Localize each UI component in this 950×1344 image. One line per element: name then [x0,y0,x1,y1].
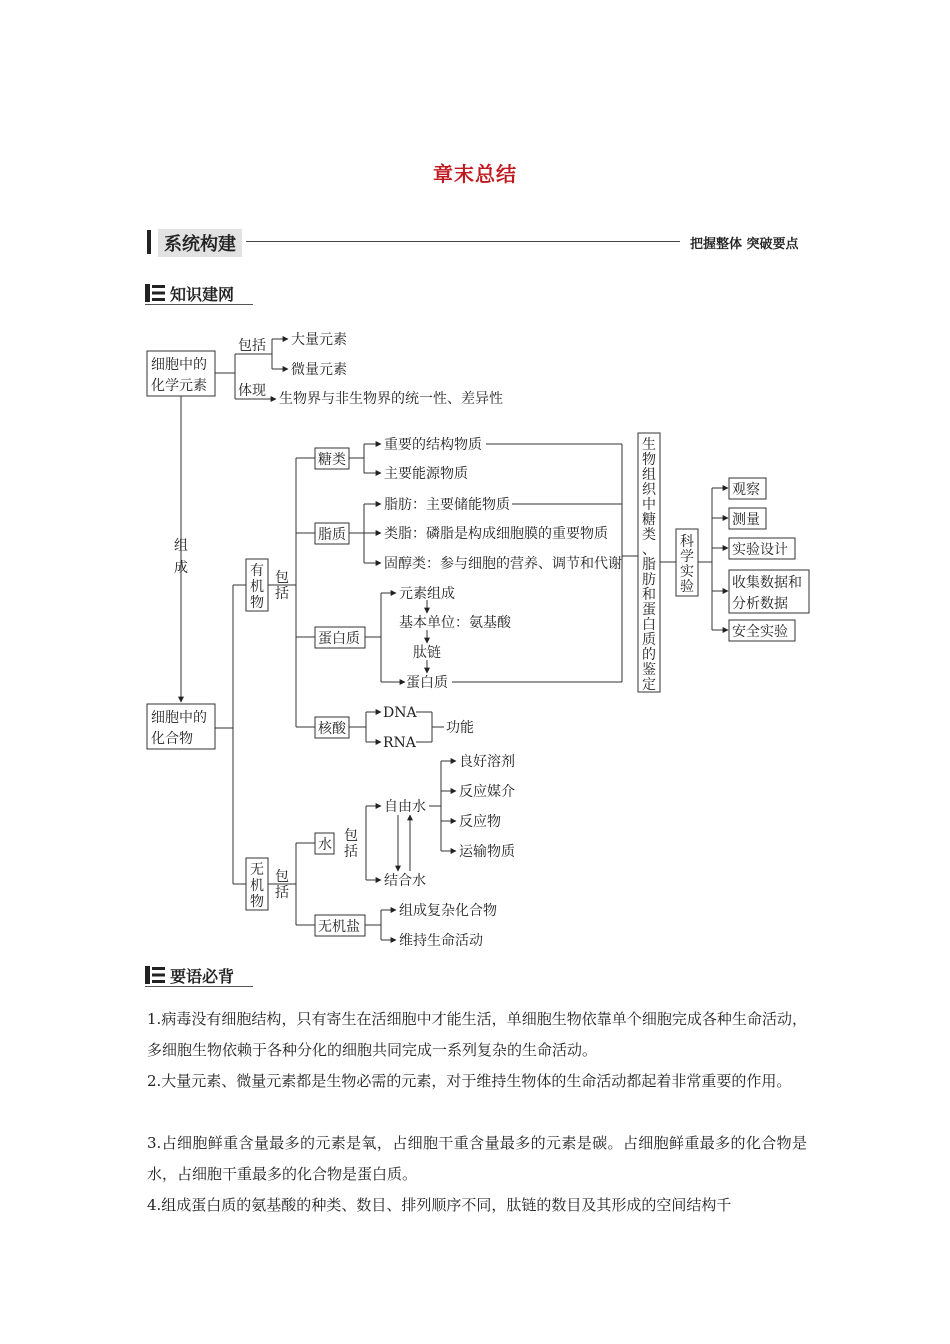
inorganic-char-2: 机 [250,878,264,894]
free-water-item-1: 良好溶剂 [459,754,515,770]
identify-char-4: 织 [642,482,656,498]
subhead-network: 知识建网 [170,285,235,304]
subhead-key-points: 要语必背 [170,967,235,986]
salt-item-2: 维持生命活动 [399,933,483,949]
macro-elements: 大量元素 [291,332,347,348]
compounds-box-line-2: 化合物 [151,731,193,747]
water-label: 水 [318,837,332,853]
section-bar [147,230,151,254]
protein-chain-4: 蛋白质 [406,675,448,691]
organic-char-2: 机 [250,579,264,595]
identify-char-13: 白 [642,617,656,633]
paragraph-4: 4.组成蛋白质的氨基酸的种类、数目、排列顺序不同，肽链的数目及其形成的空间结构千 [147,1196,732,1214]
water-baokuo-1: 包 [344,828,358,844]
identify-char-15: 的 [642,647,656,663]
paragraph-3: 3.占细胞鲜重含量最多的元素是氧，占细胞干重含量最多的元素是碳。占细胞鲜重最多的化合物是水，占细胞干重最多的化合物是蛋白质。 [147,1134,807,1183]
salt-label: 无机盐 [318,919,360,935]
salt-item-1: 组成复杂化合物 [399,903,497,919]
inorganic-baokuo-1: 包 [275,869,289,885]
identify-char-7: 类 [642,527,656,543]
organic-baokuo-2: 括 [275,586,289,602]
function-label: 功能 [446,720,474,736]
list-icon [145,966,165,984]
unity-text: 生物界与非生物界的统一性、差异性 [279,391,503,407]
free-water: 自由水 [384,799,426,815]
lipid-item-1: 脂肪：主要储能物质 [384,497,510,513]
identify-char-12: 蛋 [642,602,656,618]
bound-water: 结合水 [384,873,426,889]
exp-item-6: 安全实验 [732,624,788,640]
elements-box-line-1: 细胞中的 [151,357,207,373]
identify-char-17: 定 [642,677,656,693]
free-water-item-2: 反应媒介 [459,784,515,800]
identify-char-3: 组 [642,467,656,483]
free-water-item-4: 运输物质 [459,844,515,860]
exp-item-2: 测量 [732,512,760,528]
sci-exp-char-3: 实 [680,564,694,580]
identify-char-2: 物 [642,452,656,468]
paragraph-2: 2.大量元素、微量元素都是生物必需的元素，对于维持生物体的生命活动都起着非常重要的作用。 [147,1072,792,1090]
organic-baokuo-1: 包 [275,570,289,586]
inorganic-char-1: 无 [250,862,264,878]
lipid-label: 脂质 [318,527,346,543]
compose-label-1: 组 [174,538,188,554]
sci-exp-char-1: 科 [680,534,694,550]
inorganic-baokuo-2: 括 [275,885,289,901]
compose-label-2: 成 [174,560,188,576]
sugar-item-2: 主要能源物质 [384,466,468,482]
protein-chain-3: 肽链 [413,645,441,661]
protein-chain-1: 元素组成 [399,586,455,602]
section-rule [246,241,680,242]
free-water-item-3: 反应物 [459,814,501,830]
protein-chain-2: 基本单位：氨基酸 [399,615,511,631]
identify-char-9: 脂 [642,557,656,573]
identify-char-11: 和 [642,587,656,603]
sugar-item-1: 重要的结构物质 [384,437,482,453]
rna-label: RNA [383,735,416,751]
sci-exp-char-4: 验 [680,579,694,595]
include-label: 包括 [238,338,266,354]
organic-char-1: 有 [250,563,264,579]
organic-char-3: 物 [250,595,264,611]
identify-char-6: 糖 [642,512,656,528]
subhead-rule [145,986,253,987]
inorganic-char-3: 物 [250,894,264,910]
compounds-box-line-1: 细胞中的 [151,710,207,726]
identify-char-14: 质 [642,632,656,648]
exp-item-5: 分析数据 [732,596,788,612]
dna-label: DNA [383,705,417,721]
page-title: 章末总结 [433,162,517,186]
exp-item-3: 实验设计 [732,542,788,558]
sci-exp-char-2: 学 [680,549,694,565]
embody-label: 体现 [238,383,266,399]
list-icon [145,284,165,302]
water-baokuo-2: 括 [344,844,358,860]
identify-char-1: 生 [642,437,656,453]
exp-item-1: 观察 [732,482,760,498]
concept-map [0,320,950,960]
identify-char-8: 、 [642,542,656,558]
exp-item-4: 收集数据和 [732,575,802,591]
elements-box-line-2: 化学元素 [151,378,207,394]
nucleic-label: 核酸 [318,721,346,737]
lipid-item-3: 固醇类：参与细胞的营养、调节和代谢 [384,556,622,572]
identify-char-16: 鉴 [642,662,656,678]
lipid-item-2: 类脂：磷脂是构成细胞膜的重要物质 [384,526,608,542]
identify-char-5: 中 [642,497,656,513]
section-title: 系统构建 [158,229,242,257]
micro-elements: 微量元素 [291,362,347,378]
protein-label: 蛋白质 [318,631,360,647]
identify-char-10: 肪 [642,572,656,588]
subhead-rule [145,304,253,305]
sugar-label: 糖类 [318,452,346,468]
paragraph-1: 1.病毒没有细胞结构，只有寄生在活细胞中才能生活，单细胞生物依靠单个细胞完成各种生命活动，多细胞生物依赖于各种分化的细胞共同完成一系列复杂的生命活动。 [147,1010,807,1059]
section-subtitle: 把握整体 突破要点 [690,237,799,252]
